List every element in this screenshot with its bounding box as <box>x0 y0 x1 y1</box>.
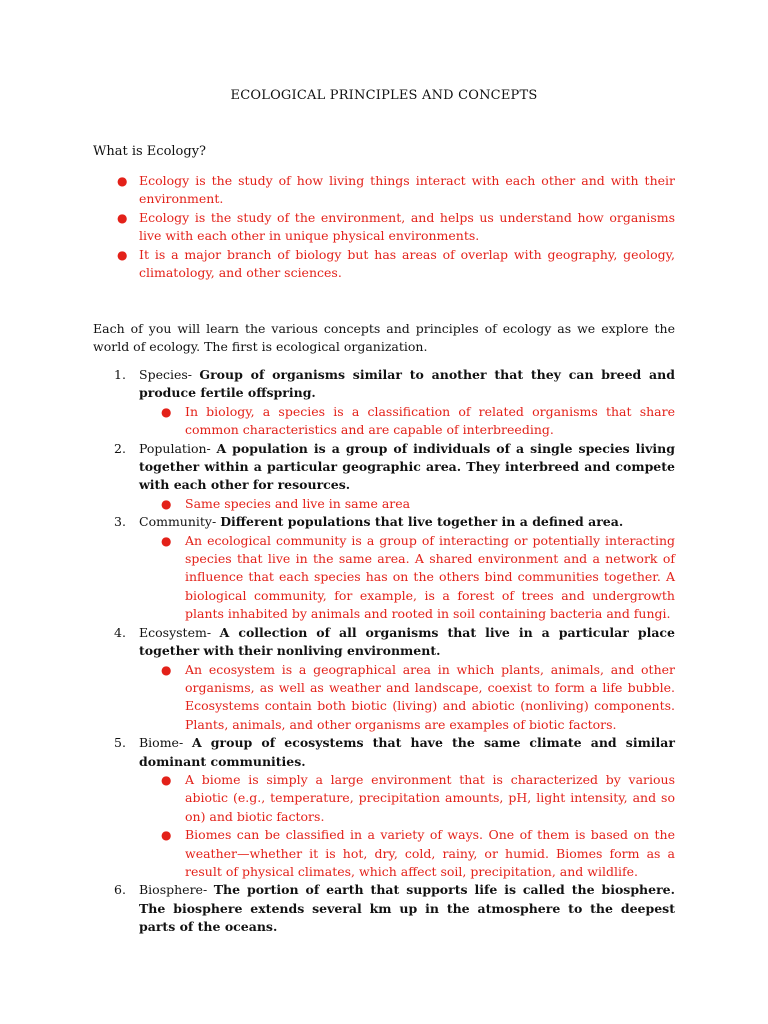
concept-definition: A group of ecosystems that have the same climate and similar dominant communities. <box>139 735 675 769</box>
concept-note <box>139 495 675 513</box>
concept-definition: Group of organisms similar to another that they can breed and produce fertile offspring. <box>139 367 675 401</box>
intro-bullet-text: Ecology is the study of how living things interact with each other and with their environment. <box>139 173 675 207</box>
concept-community <box>93 513 675 623</box>
bullet-icon: ● <box>161 533 172 548</box>
concept-note-text: Same species and live in same area <box>185 495 411 511</box>
concept-notes <box>139 771 675 881</box>
intro-bullet <box>93 209 675 246</box>
concept-definition: The portion of earth that supports life is called the biosphere. The biosphere extends several km up in the atmosphere to the deepest parts of the oceans. <box>139 882 675 935</box>
concept-species <box>93 366 675 440</box>
section-question: What is Ecology? <box>93 144 207 159</box>
concept-term: Population- <box>139 440 211 456</box>
concept-note-text: A biome is simply a large environment that is characterized by various abiotic (e.g., temperature, precipitation amounts, pH, light intensity, and so on) and biotic factors. <box>185 771 675 824</box>
concept-note-text: An ecological community is a group of interacting or potentially interacting species that live in the same area. A shared environment and a network of influence that each species has on the others bind communities together. A biological community, for example, is a forest of trees and undergrowth plants inhabited by animals and rooted in soil containing bacteria and fungi. <box>185 532 675 622</box>
concept-population <box>93 440 675 514</box>
bullet-icon: ● <box>117 174 128 188</box>
concept-note-text: Biomes can be classified in a variety of ways. One of them is based on the weather—whether it is hot, dry, cold, rainy, or humid. Biomes form as a result of physical climates, which affect soil, precipitation, and wildlife. <box>185 827 675 879</box>
concept-note <box>139 771 675 826</box>
intro-bullet-text: It is a major branch of biology but has areas of overlap with geography, geology, climatology, and other sciences. <box>139 246 675 281</box>
concept-note <box>139 826 675 881</box>
concept-biome <box>93 734 675 881</box>
intro-paragraph: Each of you will learn the various concepts and principles of ecology as we explore the world of ecology. The first is ecological organization. <box>93 321 675 355</box>
intro-bullet <box>93 172 675 209</box>
concept-list <box>93 366 675 937</box>
concept-note-text: In biology, a species is a classification of related organisms that share common characteristics and are capable of interbreeding. <box>185 403 675 438</box>
concept-biosphere <box>93 881 675 936</box>
bullet-icon: ● <box>117 210 128 225</box>
bullet-icon: ● <box>161 772 172 787</box>
concept-term: Community- <box>139 514 217 530</box>
concept-definition: A population is a group of individuals of a single species living together within a particular geographic area. They interbreed and compete with each other for resources. <box>139 440 675 493</box>
concept-number: 5. <box>114 735 126 751</box>
concept-notes <box>139 532 675 624</box>
concept-number: 4. <box>114 624 126 640</box>
concept-ecosystem <box>93 624 675 734</box>
bullet-icon: ● <box>117 247 128 262</box>
concept-note-text: An ecosystem is a geographical area in which plants, animals, and other organisms, as well as weather and landscape, coexist to form a life bubble. Ecosystems contain both biotic (living) and abiotic (nonliving) components. Plants, animals, and other organisms are examples of biotic factors. <box>185 661 675 732</box>
concept-number: 2. <box>114 440 126 456</box>
concept-term: Biosphere- <box>139 882 208 898</box>
concept-number: 1. <box>114 367 126 382</box>
concept-term: Species- <box>139 367 192 382</box>
concept-note <box>139 661 675 735</box>
concept-definition: A collection of all organisms that live in a particular place together with their nonliving environment. <box>139 624 675 659</box>
intro-bullet-list <box>93 172 675 282</box>
intro-bullet <box>93 246 675 283</box>
concept-note <box>139 532 675 624</box>
bullet-icon: ● <box>161 404 172 419</box>
concept-term: Biome- <box>139 735 184 751</box>
bullet-icon: ● <box>161 496 172 511</box>
bullet-icon: ● <box>161 662 172 677</box>
intro-bullet-text: Ecology is the study of the environment, and helps us understand how organisms live with each other in unique physical environments. <box>139 209 675 244</box>
concept-number: 6. <box>114 882 126 898</box>
concept-term: Ecosystem- <box>139 624 212 640</box>
concept-notes <box>139 403 675 440</box>
concept-notes <box>139 495 675 513</box>
concept-notes <box>139 661 675 735</box>
page-title: ECOLOGICAL PRINCIPLES AND CONCEPTS <box>230 88 538 103</box>
concept-definition: Different populations that live together in a defined area. <box>220 514 624 530</box>
bullet-icon: ● <box>161 828 172 843</box>
concept-number: 3. <box>114 514 126 530</box>
concept-note <box>139 403 675 440</box>
